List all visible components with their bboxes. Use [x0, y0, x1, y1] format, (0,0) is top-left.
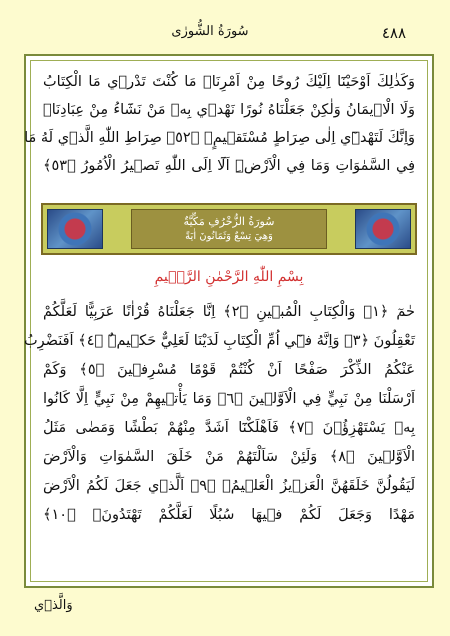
ayah-line: عَنْكُمُ الذِّكْرَ صَفْحًا اَنْ كُنْتُمْ قَوْمًا مُسْرِف۪ينَ ﴿٥﴾ وَكَمْ: [43, 362, 415, 378]
ayah-line: وَاِنَّكَ لَتَهْد۪ٓي اِلٰى صِرَاطٍ مُسْتَق۪يمٍۙ ﴿٥٢﴾ صِرَاطِ اللّٰهِ الَّذ۪ي لَهُ مَا: [24, 130, 415, 146]
text-frame-inner: [24, 60, 428, 582]
page-number: ٤٨٨: [381, 24, 406, 42]
page-header: [0, 0, 450, 52]
surah-header-name: سُورَةُ الشُّورٰى: [171, 24, 249, 39]
ayah-line: بِه۪ يَسْتَهْزِؤُ۫نَ ﴿٧﴾ فَاَهْلَكْنَٓا اَشَدَّ مِنْهُمْ بَطْشًا وَمَضٰى مَثَلُ: [43, 420, 415, 436]
catchword: وَالَّذ۪ي: [34, 598, 73, 613]
ayah-line: فِي السَّمٰوَاتِ وَمَا فِي الْاَرْضِۜ اَلَٓا اِلَى اللّٰهِ تَص۪يرُ الْاُمُورُ ﴿٥٣﴾: [43, 158, 415, 174]
ornament-icon: [355, 209, 411, 249]
ornament-icon: [47, 209, 103, 249]
ayah-line: وَكَذٰلِكَ اَوْحَيْنَٓا اِلَيْكَ رُوحًا مِنْ اَمْرِنَاۜ مَا كُنْتَ تَدْر۪ي مَا الْكِتَابُ: [43, 74, 415, 90]
surah-title: سُورَةُ الزُّخْرُفِ مَكِّيَّةٌ: [183, 215, 275, 228]
ayah-line: مَهْدًا وَجَعَلَ لَكُمْ ف۪يهَا سُبُلًا لَعَلَّكُمْ تَهْتَدُونَۚ ﴿١٠﴾: [43, 507, 415, 523]
ayah-line: اَرْسَلْنَا مِنْ نَبِيٍّ فِي الْاَوَّل۪ينَ ﴿٦﴾ وَمَا يَأْت۪يهِمْ مِنْ نَبِيٍّ اِلَّا كَانُوا: [43, 391, 415, 407]
ayah-line: لَيَقُولُنَّ خَلَقَهُنَّ الْعَز۪يزُ الْعَل۪يمُۙ ﴿٩﴾ اَلَّذ۪ي جَعَلَ لَكُمُ الْاَرْضَ: [43, 478, 415, 494]
ayah-line: الْاَوَّل۪ينَ ﴿٨﴾ وَلَئِنْ سَاَلْتَهُمْ مَنْ خَلَقَ السَّمٰوَاتِ وَالْاَرْضَ: [43, 449, 415, 465]
surah-ayah-count: وَهِيَ تِسْعٌ وَثَمَانُونَ اٰيَةً: [185, 231, 273, 242]
ayah-line: حٰمٓ ﴿١﴾ وَالْكِتَابِ الْمُب۪ينِ ﴿٢﴾ اِنَّا جَعَلْنَاهُ قُرْاٰنًا عَرَبِيًّا لَعَلَّكُمْ: [43, 304, 415, 320]
surah-banner-label: [131, 209, 327, 249]
text-frame: [24, 54, 434, 588]
surah-banner: [41, 203, 417, 255]
basmala: بِسْمِ اللّٰهِ الرَّحْمٰنِ الرَّح۪يمِ: [154, 269, 304, 285]
ayah-line: وَلَا الْا۪يمَانُ وَلٰكِنْ جَعَلْنَاهُ نُورًا نَهْد۪ي بِه۪ مَنْ نَشَٓاءُ مِنْ عِبَادِنَاۜ: [43, 102, 415, 118]
ayah-line: تَعْقِلُونَ ﴿٣﴾ وَاِنَّهُ ف۪ٓي اُمِّ الْكِتَابِ لَدَيْنَا لَعَلِيٌّ حَك۪يمٌۜ ﴿٤﴾ اَفَنَضْرِبُ: [24, 333, 415, 349]
